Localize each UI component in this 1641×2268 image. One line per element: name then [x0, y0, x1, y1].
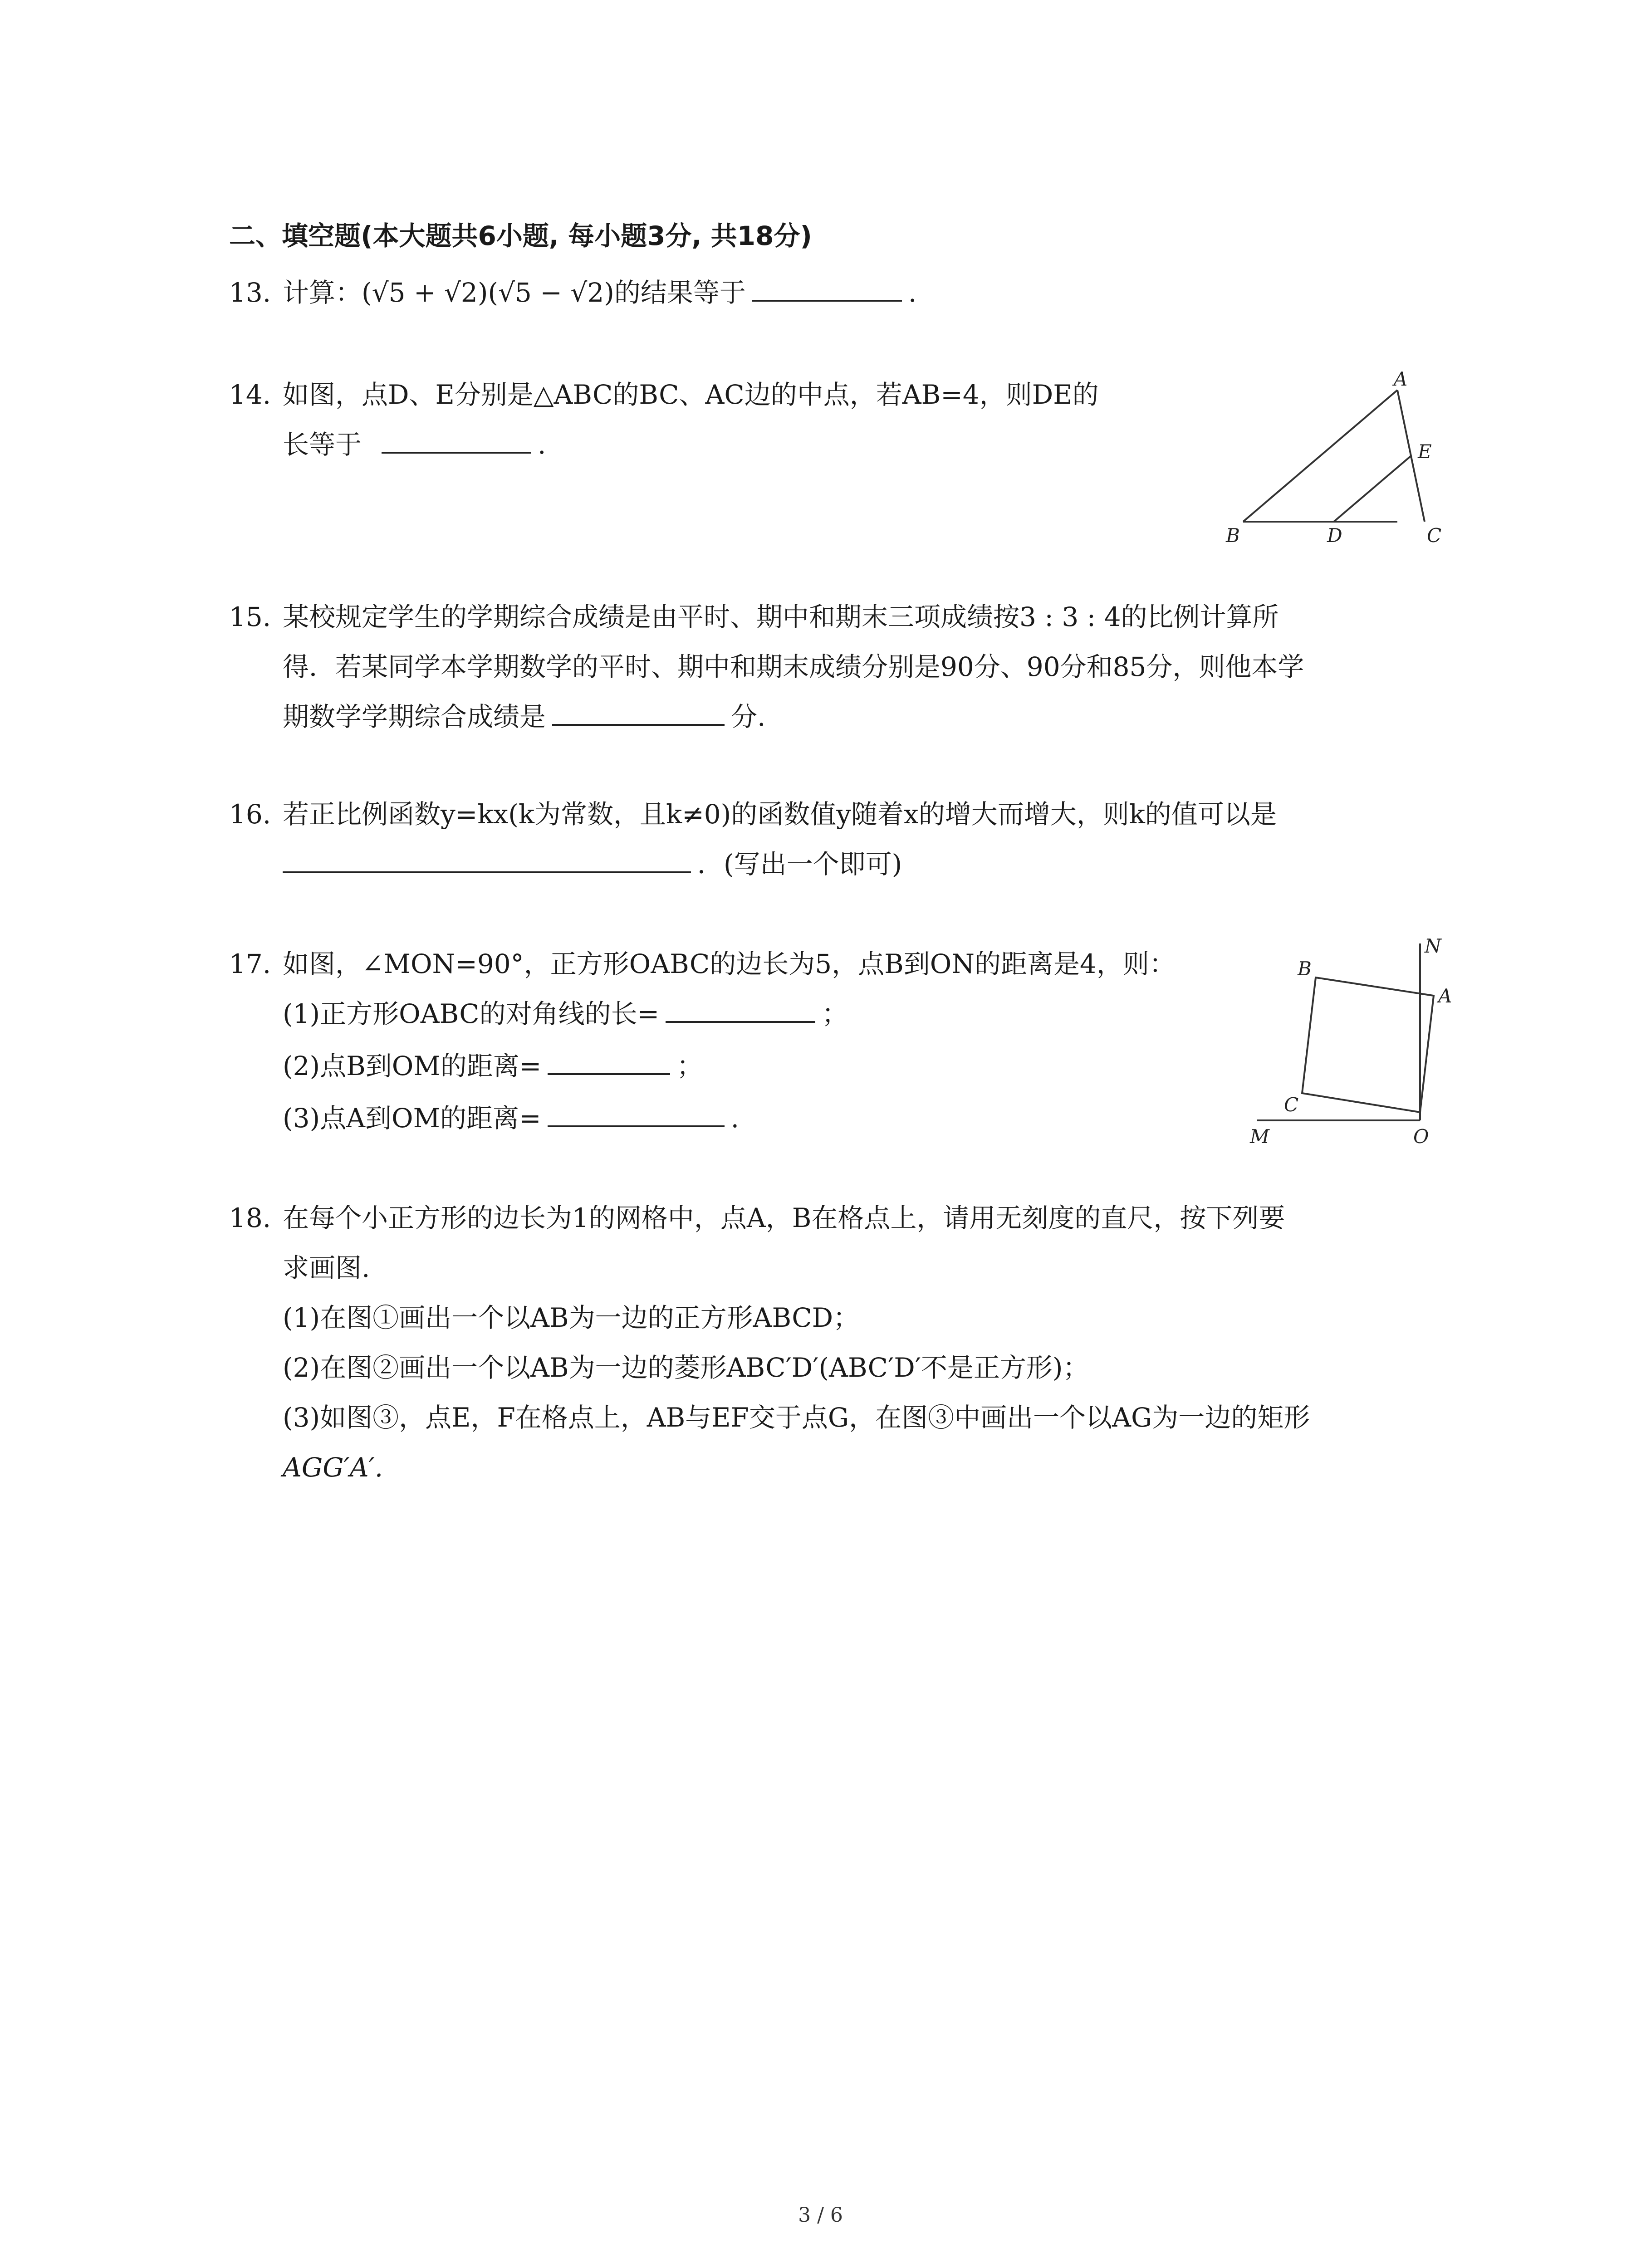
q17-part2: (2)点B到OM的距离=	[283, 1051, 542, 1081]
label-c: C	[1284, 1094, 1299, 1116]
q17-part2-end: ；	[676, 1051, 703, 1081]
question-13	[229, 274, 916, 311]
q17-part3: (3)点A到OM的距离=	[283, 1103, 541, 1134]
answer-blank[interactable]	[382, 426, 531, 454]
q13-end: .	[908, 277, 917, 308]
q14-line1: 如图，点D、E分别是△ABC的BC、AC边的中点，若AB=4，则DE的	[283, 379, 1099, 410]
q18-line5: (3)如图③，点E，F在格点上，AB与EF交于点G，在图③中画出一个以AG为一边的矩形	[283, 1402, 1310, 1433]
question-15-line3	[283, 699, 765, 735]
square-figure	[1239, 934, 1493, 1152]
question-number: 17.	[229, 948, 271, 979]
label-b: B	[1298, 958, 1312, 980]
question-18-line3	[283, 1300, 859, 1336]
label-m: M	[1250, 1125, 1270, 1148]
answer-blank[interactable]	[552, 699, 725, 726]
q18-line3: (1)在图①画出一个以AB为一边的正方形ABCD；	[283, 1302, 860, 1333]
label-n: N	[1425, 935, 1441, 957]
q16-line1: 若正比例函数y=kx(k为常数，且k≠0)的函数值y随着x的增大而增大，则k的值可以是	[283, 799, 1277, 830]
section-title: 二、填空题(本大题共6小题, 每小题3分, 共18分)	[229, 220, 812, 251]
label-a: A	[1394, 368, 1408, 390]
question-18-line4	[283, 1349, 1089, 1386]
question-15	[229, 599, 1279, 635]
q17-part3-end: .	[730, 1103, 740, 1134]
question-number: 18.	[229, 1202, 271, 1233]
q15-line1: 某校规定学生的学期综合成绩是由平时、期中和期末三项成绩按3 : 3 : 4的比例计算所	[283, 601, 1279, 632]
q15-line3-suffix: 分.	[731, 701, 766, 732]
question-17-part1	[283, 996, 848, 1032]
q14-end: .	[538, 429, 546, 460]
q17-line1: 如图，∠MON=90°，正方形OABC的边长为5，点B到ON的距离是4，则：	[283, 948, 1176, 979]
answer-blank[interactable]	[666, 996, 815, 1023]
q13-expression: (√5 + √2)(√5 − √2)	[362, 277, 614, 308]
q15-line2: 得．若某同学本学期数学的平时、期中和期末成绩分别是90分、90分和85分，则他本学	[283, 651, 1304, 682]
question-number: 16.	[229, 799, 271, 830]
square-oabc	[1302, 978, 1434, 1112]
q18-line1: 在每个小正方形的边长为1的网格中，点A，B在格点上，请用无刻度的直尺，按下列要	[283, 1202, 1285, 1233]
q17-part1: (1)正方形OABC的对角线的长=	[283, 998, 660, 1029]
question-17-part3	[283, 1100, 739, 1136]
q18-line4: (2)在图②画出一个以AB为一边的菱形ABC′D′(ABC′D′不是正方形)；	[283, 1352, 1089, 1383]
label-o: O	[1413, 1125, 1429, 1148]
answer-blank[interactable]	[548, 1100, 725, 1127]
page-number: 3 / 6	[798, 2204, 843, 2227]
q17-part1-end: ；	[822, 998, 848, 1029]
question-18-line5	[283, 1399, 1310, 1436]
question-17-part2	[283, 1048, 703, 1084]
question-14	[229, 376, 1099, 413]
q13-prefix: 计算：	[283, 277, 362, 308]
triangle-figure	[1198, 367, 1461, 558]
question-14-line2	[283, 426, 546, 463]
question-number: 13.	[229, 277, 271, 308]
question-15-line2	[283, 649, 1304, 685]
q16-line2-suffix: ．(写出一个即可)	[697, 849, 902, 880]
question-18-line6	[283, 1449, 383, 1486]
question-number: 14.	[229, 379, 271, 410]
label-c: C	[1427, 524, 1442, 547]
label-e: E	[1418, 440, 1432, 463]
segment-de	[1334, 456, 1411, 522]
question-16	[229, 796, 1277, 832]
question-18-line2	[283, 1250, 370, 1286]
label-b: B	[1226, 524, 1240, 547]
answer-blank[interactable]	[283, 846, 691, 873]
question-17	[229, 946, 1176, 982]
q14-line2: 长等于	[283, 429, 362, 460]
answer-blank[interactable]	[752, 274, 902, 302]
q13-suffix: 的结果等于	[614, 277, 746, 308]
q15-line3-prefix: 期数学学期综合成绩是	[283, 701, 546, 732]
question-16-line2	[283, 846, 902, 882]
q18-line2: 求画图.	[283, 1252, 370, 1283]
answer-blank[interactable]	[548, 1048, 670, 1075]
label-a: A	[1438, 985, 1452, 1007]
segment-ba	[1243, 390, 1397, 522]
q18-line6: AGG′A′.	[283, 1452, 383, 1483]
question-18	[229, 1200, 1285, 1236]
label-d: D	[1327, 524, 1342, 547]
question-number: 15.	[229, 601, 271, 632]
